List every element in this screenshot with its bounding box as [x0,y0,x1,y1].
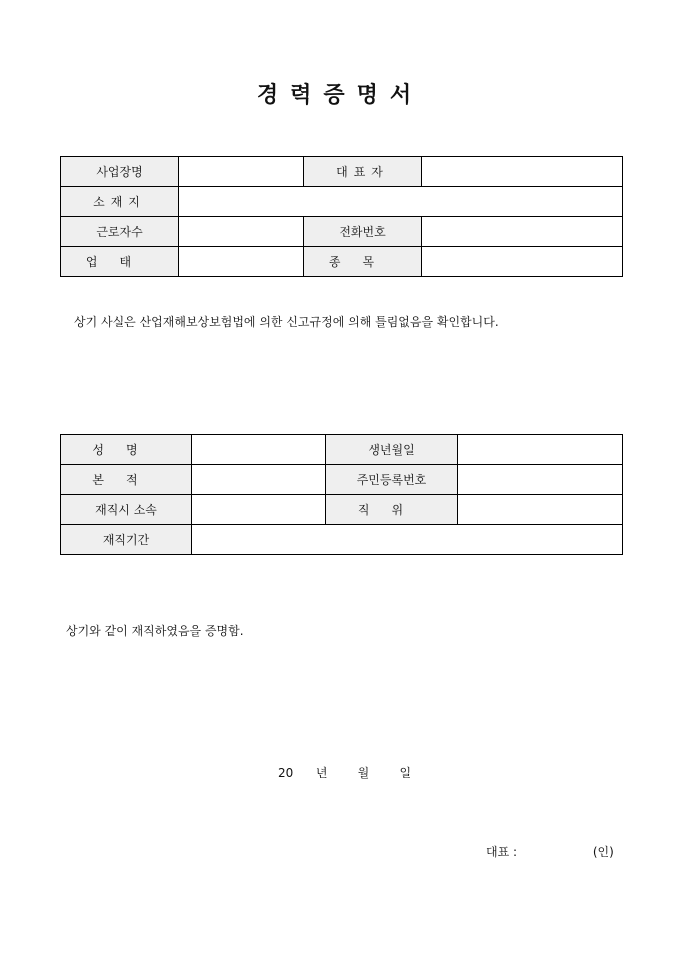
document-title: 경력증명서 [256,82,424,108]
phone-field[interactable] [422,217,623,247]
month-unit: 월 [357,766,370,780]
day-unit: 일 [399,766,412,780]
address-field[interactable] [179,187,623,217]
business-item-field[interactable] [422,247,623,277]
year-prefix: 20 [278,766,294,780]
department-label: 재직시 소속 [61,495,192,525]
employees-field[interactable] [179,217,304,247]
birth-date-field[interactable] [458,435,623,465]
department-field[interactable] [192,495,326,525]
birth-date-label: 생년월일 [326,435,458,465]
business-type-label: 업태 [61,247,179,277]
signature-line [486,843,614,860]
position-label: 직위 [326,495,458,525]
employee-info-table [60,434,623,555]
business-item-label: 종목 [304,247,422,277]
table-row [61,465,623,495]
employment-period-field[interactable] [192,525,623,555]
table-row [61,247,623,277]
table-row [61,435,623,465]
year-unit: 년 [315,766,328,780]
domicile-field[interactable] [192,465,326,495]
name-label: 성명 [61,435,192,465]
representative-field[interactable] [422,157,623,187]
representative-sign-label: 대표 : [486,845,518,859]
table-row [61,495,623,525]
business-type-field[interactable] [179,247,304,277]
resident-number-label: 주민등록번호 [326,465,458,495]
business-name-label: 사업장명 [61,157,179,187]
company-info-table [60,156,623,277]
table-row [61,187,623,217]
table-row [61,525,623,555]
seal-mark: (인) [592,845,614,859]
employment-period-label: 재직기간 [61,525,192,555]
address-label: 소재지 [61,187,179,217]
domicile-label: 본적 [61,465,192,495]
table-row [61,217,623,247]
certification-statement: 상기와 같이 재직하였음을 증명함. [66,624,244,638]
table-row [61,157,623,187]
representative-label: 대표자 [304,157,422,187]
name-field[interactable] [192,435,326,465]
employees-label: 근로자수 [61,217,179,247]
phone-label: 전화번호 [304,217,422,247]
confirmation-statement: 상기 사실은 산업재해보상보험법에 의한 신고규정에 의해 틀림없음을 확인합니다. [74,315,499,329]
business-name-field[interactable] [179,157,304,187]
issue-date [278,764,411,781]
position-field[interactable] [458,495,623,525]
resident-number-field[interactable] [458,465,623,495]
